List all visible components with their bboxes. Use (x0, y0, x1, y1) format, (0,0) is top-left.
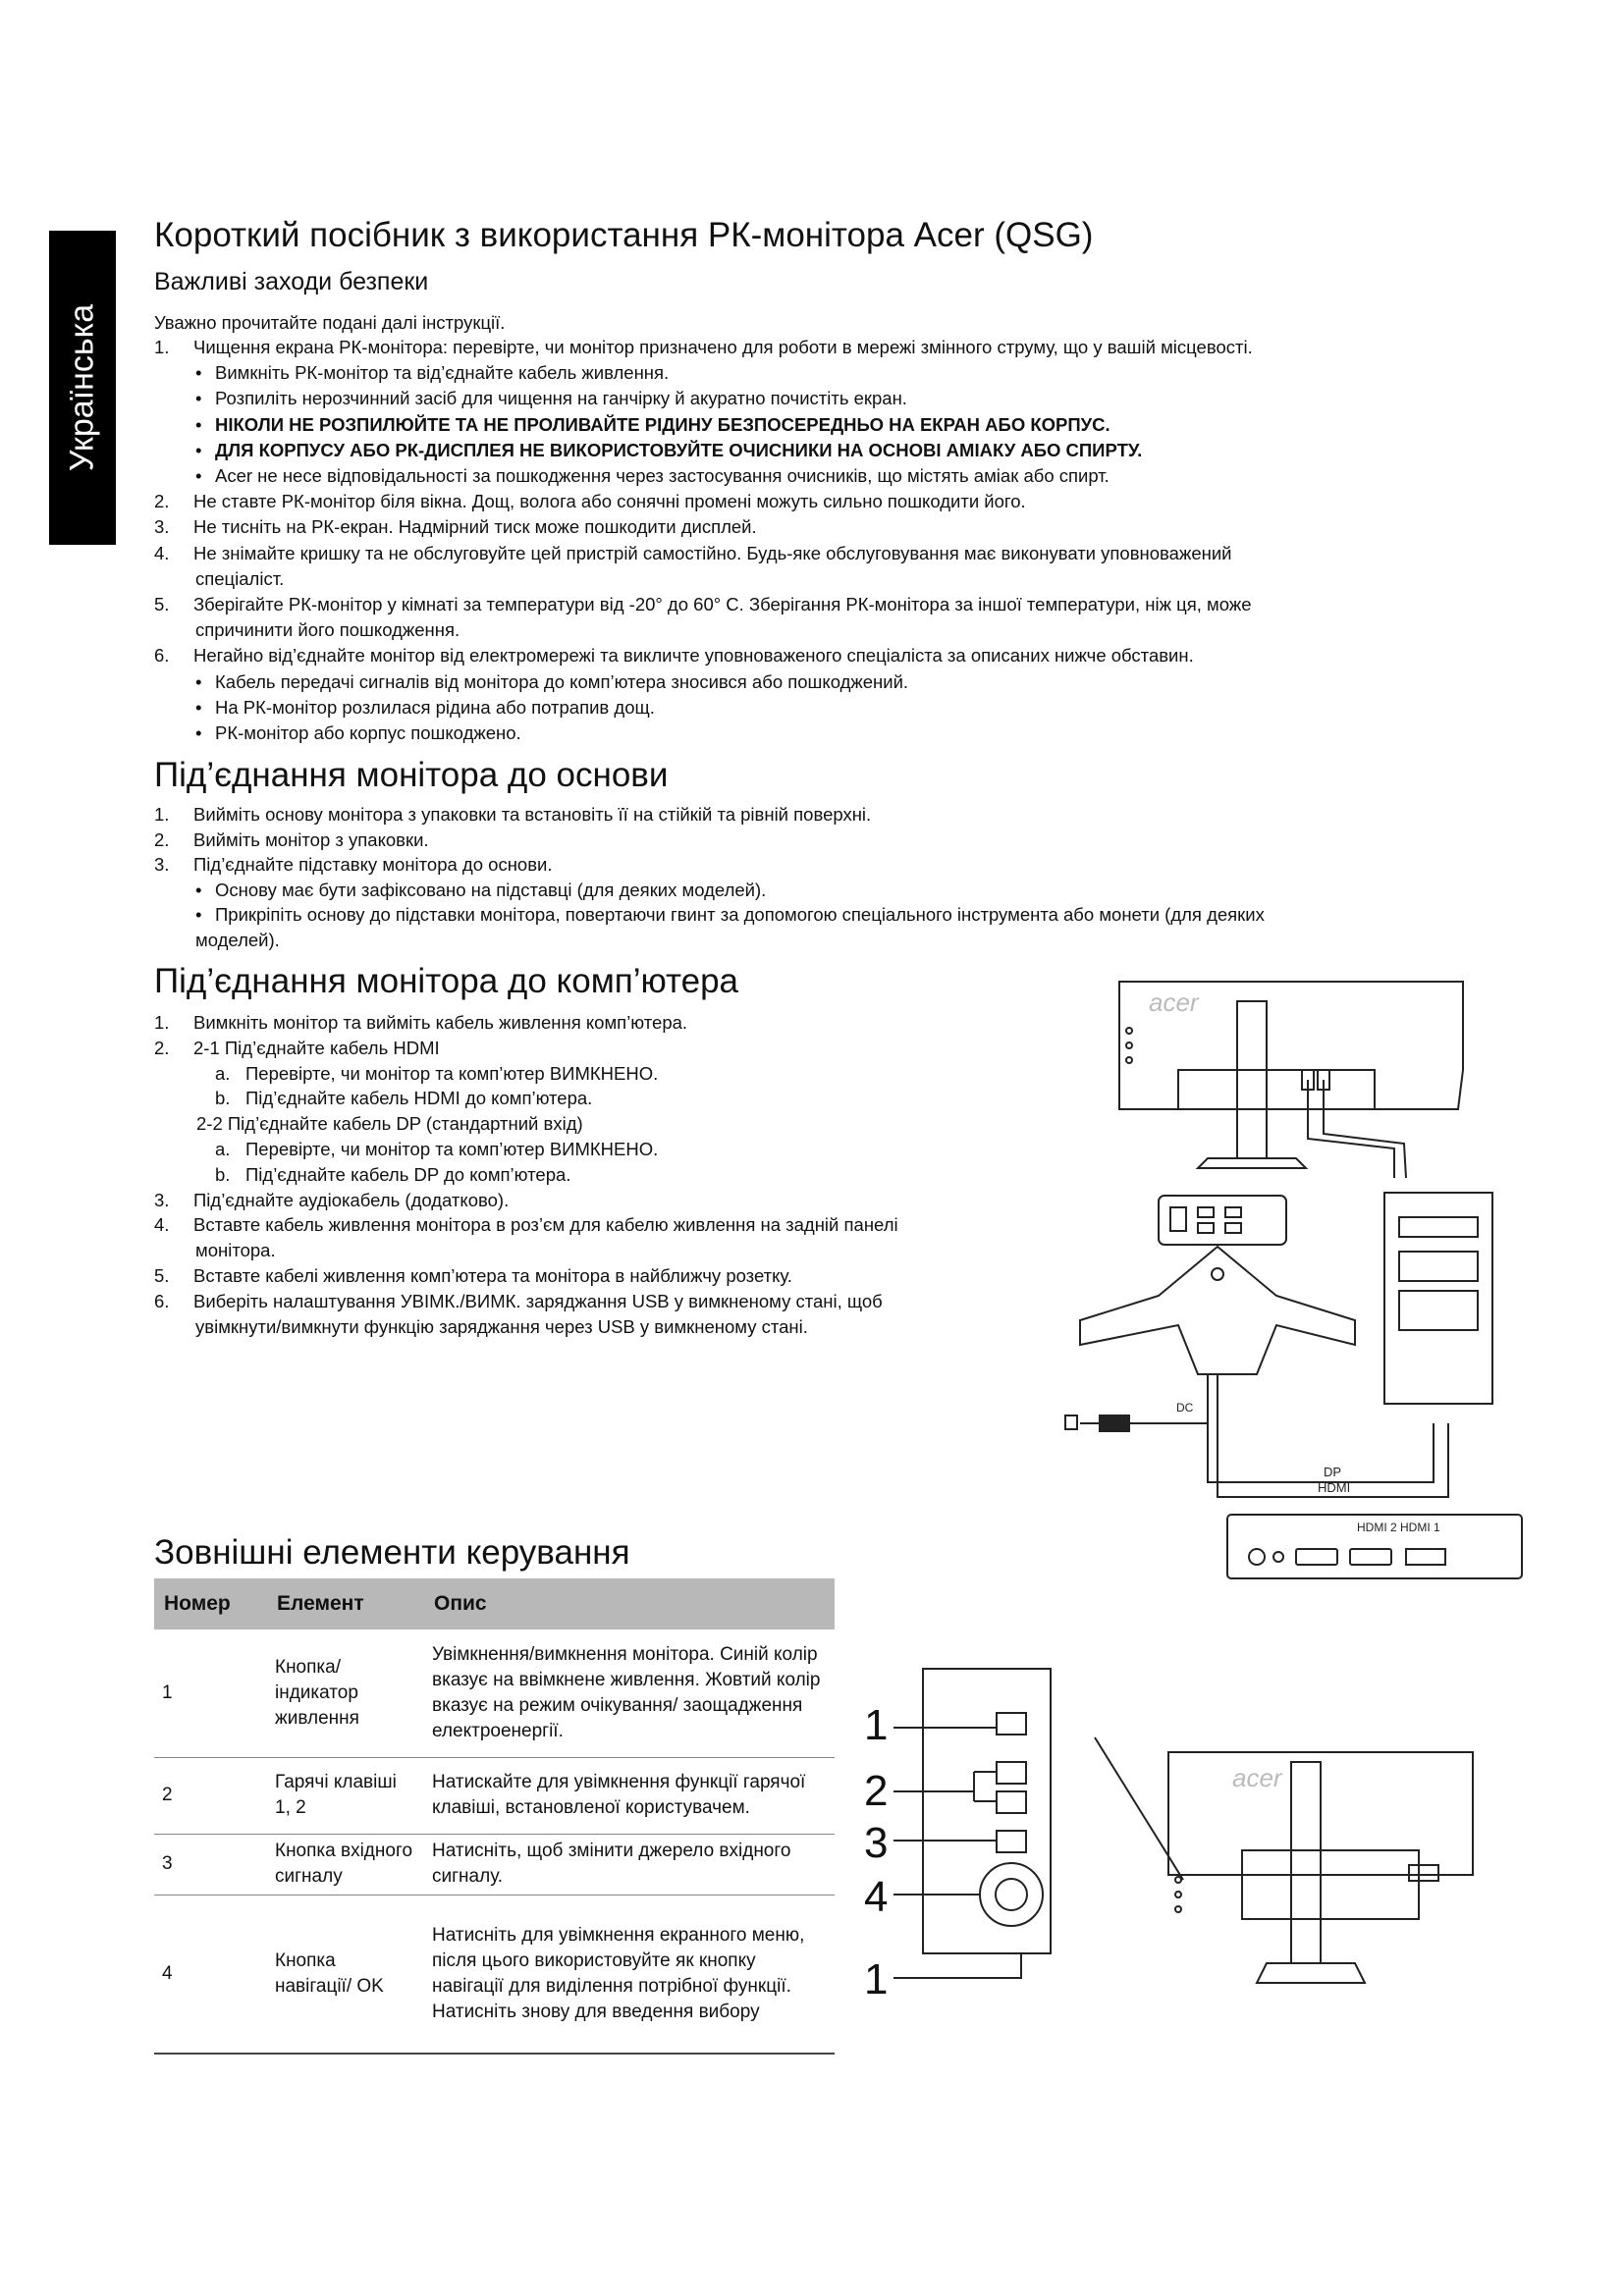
col-element: Елемент (267, 1578, 424, 1629)
list-item-text: Під’єднайте кабель DP до комп’ютера. (245, 1163, 571, 1185)
list-item-text: 2-1 Під’єднайте кабель HDMI (193, 1037, 440, 1058)
dp-cable (1208, 1374, 1434, 1482)
list-bullet: • (195, 362, 202, 384)
col-number: Номер (154, 1578, 267, 1629)
list-item-text: спеціаліст. (195, 567, 285, 589)
list-bullet: • (195, 388, 202, 409)
audio-port (1273, 1552, 1283, 1562)
monitor-back-module (1242, 1850, 1419, 1919)
dp-port (1406, 1549, 1445, 1565)
list-item-text: Вимкніть монітор та вийміть кабель живлення комп’ютера. (193, 1012, 688, 1033)
list-item-text: Не знімайте кришку та не обслуговуйте цей пристрій самостійно. Будь-яке обслуговування має виконувати уповноважений (193, 542, 1232, 563)
cable-path (1308, 1080, 1394, 1178)
hotkey-button (997, 1762, 1026, 1784)
monitor-stand-foot (1257, 1963, 1365, 1983)
list-item-text: моделей). (195, 929, 280, 950)
pc-drive-bay (1399, 1252, 1478, 1281)
list-item-text: монітора. (195, 1240, 276, 1261)
callout-4: 4 (864, 1873, 889, 1921)
hdmi-port (1296, 1549, 1337, 1565)
list-item-text: Прикріпіть основу до підставки монітора, повертаючи гвинт за допомогою спеціального інструмента або монети (для деяких (215, 904, 1265, 925)
list-bullet: • (195, 413, 202, 435)
monitor-button-dot (1175, 1892, 1181, 1897)
base-screw (1212, 1268, 1223, 1280)
list-bullet: • (195, 439, 202, 460)
callout-line (1095, 1737, 1183, 1880)
monitor-stand-neck (1291, 1762, 1321, 1963)
list-number: 3. (154, 1189, 170, 1210)
list-item-text: Вийміть основу монітора з упаковки та встановіть її на стійкій та рівній поверхні. (193, 804, 872, 825)
usb-hub-panel (1159, 1196, 1286, 1245)
input-button (997, 1831, 1026, 1852)
col-description: Опис (424, 1578, 835, 1629)
language-tab (49, 231, 116, 545)
list-number: 4. (154, 1214, 170, 1236)
usb-b-port (1170, 1207, 1186, 1231)
callout-1-bottom: 1 (864, 1955, 889, 2003)
row-description: Натисніть, щоб змінити джерело вхідного сигналу. (424, 1834, 835, 1895)
list-item-text: Чищення екрана РК-монітора: перевірте, чи монітор призначено для роботи в мережі змінного струму, що у вашій місцевості. (193, 337, 1253, 357)
list-item-text: Вимкніть РК-монітор та від’єднайте кабель живлення. (215, 362, 670, 384)
callout-3: 3 (864, 1819, 889, 1867)
table-row (154, 1834, 835, 1895)
list-bullet: • (195, 670, 202, 692)
usb-a-port (1198, 1223, 1214, 1233)
list-bullet: • (195, 904, 202, 925)
power-plug (1065, 1415, 1077, 1429)
monitor-button-dot (1126, 1028, 1132, 1034)
monitor-brand-text: acer (1149, 988, 1199, 1017)
monitor-button-dot (1126, 1057, 1132, 1063)
list-item-text: ДЛЯ КОРПУСУ АБО РК-ДИСПЛЕЯ НЕ ВИКОРИСТОВУЙТЕ ОЧИСНИКИ НА ОСНОВІ АМІАКУ АБО СПИРТУ. (215, 439, 1143, 460)
list-number: 6. (154, 645, 170, 667)
list-number: 4. (154, 542, 170, 563)
list-sub-marker: b. (215, 1163, 231, 1185)
safety-heading: Важливі заходи безпеки (154, 268, 429, 295)
list-item-text: Вставте кабель живлення монітора в роз’єм для кабелю живлення на задній панелі (193, 1214, 898, 1236)
page-title: Короткий посібник з використання РК-монітора Acer (QSG) (154, 216, 1094, 254)
list-item-text: Під’єднайте підставку монітора до основи. (193, 854, 553, 875)
list-number: 6. (154, 1290, 170, 1311)
hdmi-port (1350, 1549, 1391, 1565)
list-sub-marker: a. (215, 1062, 231, 1084)
list-number: 2. (154, 491, 170, 512)
row-element: Кнопка навігації/ OK (267, 1895, 424, 2054)
list-item-text: Під’єднайте аудіокабель (додатково). (193, 1189, 510, 1210)
pc-drive-bay (1399, 1217, 1478, 1237)
row-description: Натискайте для увімкнення функції гарячої клавіші, встановленої користувачем. (424, 1757, 835, 1834)
monitor-side-panel (923, 1669, 1051, 1953)
list-number: 5. (154, 1265, 170, 1286)
connect-heading: Під’єднання монітора до комп’ютера (154, 962, 739, 1000)
monitor-base (1080, 1247, 1355, 1374)
list-item-text: Не ставте РК-монітор біля вікна. Дощ, волога або сонячні промені можуть сильно пошкодити його. (193, 491, 1026, 512)
port-block (1409, 1865, 1438, 1881)
row-number: 1 (154, 1629, 267, 1757)
list-item-text: Перевірте, чи монітор та комп’ютер ВИМКНЕНО. (245, 1062, 659, 1084)
row-number: 3 (154, 1834, 267, 1895)
callout-2: 2 (864, 1767, 889, 1815)
callout-line (893, 1953, 1021, 1978)
usb-a-port (1225, 1223, 1241, 1233)
list-number: 5. (154, 594, 170, 614)
table-row (154, 1895, 835, 2054)
list-sub-marker: b. (215, 1088, 231, 1109)
dc-label: DC (1176, 1401, 1194, 1415)
list-item-text: Виберіть налаштування УВІМК./ВИМК. заряджання USB у вимкненому стані, щоб (193, 1290, 883, 1311)
list-item-text: На РК-монітор розлилася рідина або потрапив дощ. (215, 696, 655, 718)
usb-a-port (1198, 1207, 1214, 1217)
list-number: 2. (154, 828, 170, 850)
row-number: 4 (154, 1895, 267, 2054)
hdmi-cable-label: HDMI (1318, 1480, 1351, 1495)
row-element: Гарячі клавіші 1, 2 (267, 1757, 424, 1834)
controls-table (154, 1578, 835, 2055)
list-number: 3. (154, 854, 170, 875)
list-number: 1. (154, 1012, 170, 1033)
list-item-text: Основу має бути зафіксовано на підставці (для деяких моделей). (215, 879, 767, 900)
list-number: 3. (154, 516, 170, 538)
list-item-text: Acer не несе відповідальності за пошкодження через застосування очисників, що містять аміак або спирт. (215, 465, 1110, 486)
row-element: Кнопка вхідного сигналу (267, 1834, 424, 1895)
row-description: Увімкнення/вимкнення монітора. Синій колір вказує на ввімкнене живлення. Жовтий колір вказує на режим очікування/ заощадження електроенергії. (424, 1629, 835, 1757)
list-item-text: увімкнути/вимкнути функцію заряджання через USB у вимкненому стані. (195, 1315, 808, 1337)
row-element: Кнопка/індикатор живлення (267, 1629, 424, 1757)
list-number: 1. (154, 804, 170, 825)
connection-diagram (1060, 972, 1532, 1580)
list-item-text: Зберігайте РК-монітор у кімнаті за температури від -20° до 60° C. Зберігання РК-монітора за іншої температури, ніж ця, може (193, 594, 1252, 614)
monitor-brand-text: acer (1232, 1763, 1282, 1792)
list-item-text: РК-монітор або корпус пошкоджено. (215, 722, 521, 743)
controls-table-header (154, 1578, 835, 1629)
list-item-text: Розпиліть нерозчинний засіб для чищення на ганчірку й акуратно почистіть екран. (215, 388, 907, 409)
monitor-button-dot (1175, 1877, 1181, 1883)
monitor-button-dot (1175, 1906, 1181, 1912)
list-item-text: Перевірте, чи монітор та комп’ютер ВИМКНЕНО. (245, 1139, 659, 1159)
table-row (154, 1757, 835, 1834)
dp-cable-label: DP (1324, 1465, 1342, 1479)
language-label: Українська (63, 303, 101, 472)
list-item-text: Не тисніть на РК-екран. Надмірний тиск може пошкодити дисплей. (193, 516, 757, 538)
list-bullet: • (195, 722, 202, 743)
list-item-text: НІКОЛИ НЕ РОЗПИЛЮЙТЕ ТА НЕ ПРОЛИВАЙТЕ РІДИНУ БЕЗПОСЕРЕДНЬО НА ЕКРАН АБО КОРПУС. (215, 413, 1110, 435)
row-description: Натисніть для увімкнення екранного меню, після цього використовуйте як кнопку навігації для виділення потрібної функції. Натисніть знову для введення вибору (424, 1895, 835, 2054)
monitor-button-dot (1126, 1042, 1132, 1048)
power-button (997, 1713, 1026, 1735)
monitor-stand-neck (1237, 1001, 1267, 1158)
power-port (1249, 1549, 1265, 1565)
port-labels: HDMI 2 HDMI 1 (1357, 1521, 1440, 1534)
monitor-back-module (1178, 1070, 1375, 1109)
hotkey-button (997, 1791, 1026, 1813)
list-item-text: Вийміть монітор з упаковки. (193, 828, 429, 850)
list-bullet: • (195, 879, 202, 900)
list-item-text: Вставте кабелі живлення комп’ютера та монітора в найближчу розетку. (193, 1265, 792, 1286)
safety-intro: Уважно прочитайте подані далі інструкції. (154, 312, 506, 333)
table-row (154, 1629, 835, 1757)
controls-heading: Зовнішні елементи керування (154, 1533, 630, 1572)
list-item-text: Негайно від’єднайте монітор від електромережі та викличте уповноваженого спеціаліста за описаних нижче обставин. (193, 645, 1194, 667)
usb-a-port (1225, 1207, 1241, 1217)
list-number: 2. (154, 1037, 170, 1058)
dc-adapter (1100, 1415, 1129, 1431)
list-bullet: • (195, 465, 202, 486)
pc-tower (1384, 1193, 1492, 1404)
base-heading: Під’єднання монітора до основи (154, 756, 669, 794)
list-item-text: спричинити його пошкодження. (195, 619, 460, 641)
list-number: 1. (154, 337, 170, 357)
joystick-knob (996, 1879, 1027, 1910)
list-bullet: • (195, 696, 202, 718)
navigation-joystick (980, 1863, 1043, 1926)
list-item-text: 2-2 Під’єднайте кабель DP (стандартний вхід) (196, 1113, 583, 1135)
controls-diagram (854, 1659, 1492, 2012)
callout-1: 1 (864, 1701, 889, 1749)
list-sub-marker: a. (215, 1139, 231, 1159)
pc-panel (1399, 1291, 1478, 1330)
row-number: 2 (154, 1757, 267, 1834)
callout-bracket (974, 1772, 997, 1801)
list-item-text: Під’єднайте кабель HDMI до комп’ютера. (245, 1088, 593, 1109)
monitor-stand-foot (1198, 1158, 1306, 1168)
list-item-text: Кабель передачі сигналів від монітора до комп’ютера зносився або пошкоджений. (215, 670, 909, 692)
